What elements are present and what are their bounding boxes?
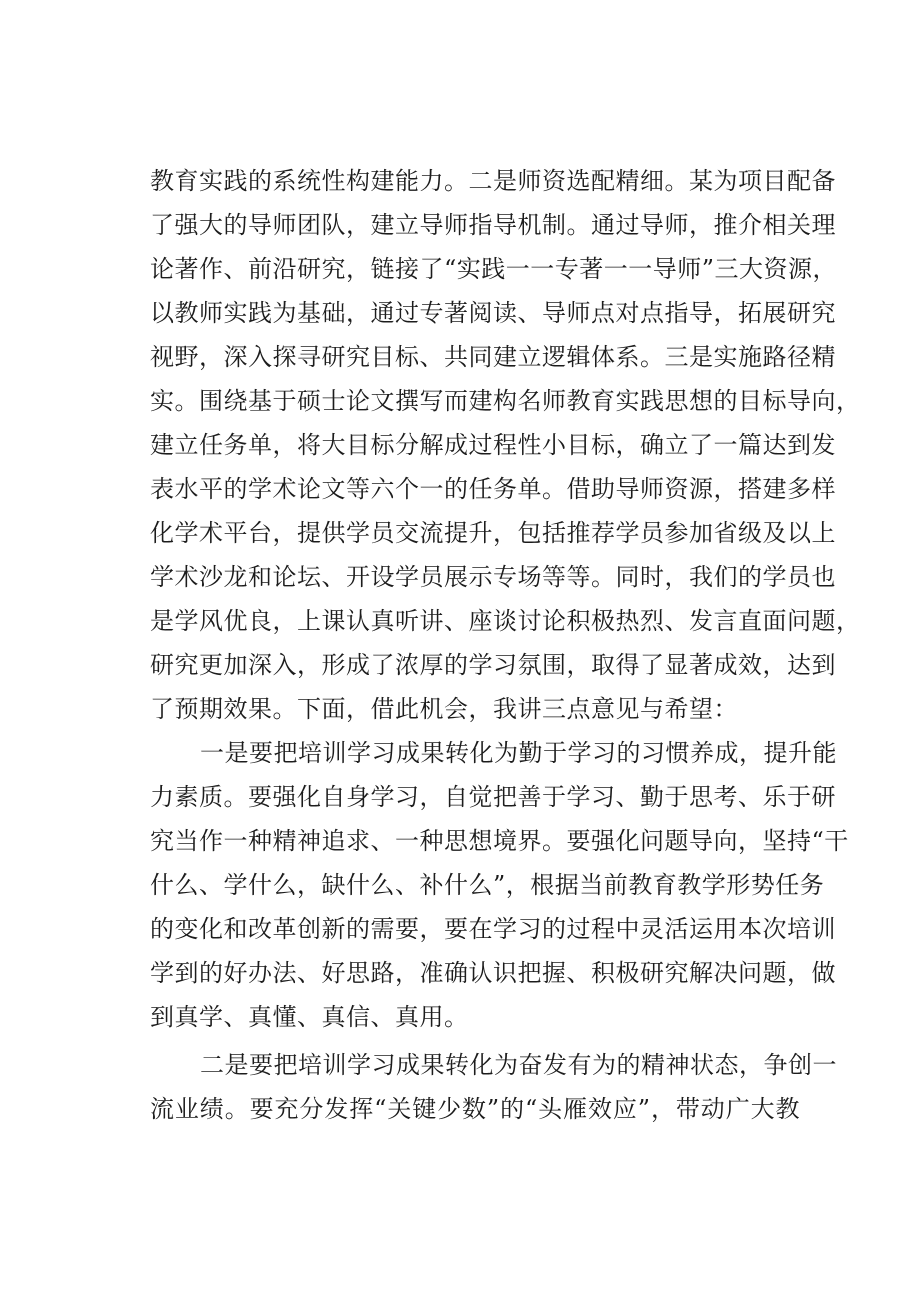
text-line: 学到的好办法、好思路，准确认识把握、积极研究解决问题，做 (150, 959, 836, 987)
text-line: 二是要把培训学习成果转化为奋发有为的精神状态，争创一 (200, 1051, 837, 1079)
text-line: 的变化和改革创新的需要，要在学习的过程中灵活运用本次培训 (150, 915, 836, 943)
text-line: 了强大的导师团队，建立导师指导机制。通过导师，推介相关理 (150, 211, 836, 239)
text-line: 到真学、真懂、真信、真用。 (150, 1003, 469, 1031)
text-line: 究当作一种精神追求、一种思想境界。要强化问题导向，坚持“干 (150, 827, 849, 855)
text-line: 是学风优良，上课认真听讲、座谈讨论积极热烈、发言直面问题， (150, 607, 861, 635)
text-line: 论著作、前沿研究，链接了“实践一一专著一一导师”三大资源， (150, 255, 838, 283)
text-line: 表水平的学术论文等六个一的任务单。借助导师资源，搭建多样 (150, 475, 836, 503)
text-line: 研究更加深入，形成了浓厚的学习氛围，取得了显著成效，达到 (150, 651, 836, 679)
text-line: 建立任务单，将大目标分解成过程性小目标，确立了一篇达到发 (150, 431, 836, 459)
text-line: 力素质。要强化自身学习，自觉把善于学习、勤于思考、乐于研 (150, 783, 836, 811)
text-line: 视野，深入探寻研究目标、共同建立逻辑体系。三是实施路径精 (150, 343, 836, 371)
text-line: 化学术平台，提供学员交流提升，包括推荐学员参加省级及以上 (150, 519, 836, 547)
text-line: 教育实践的系统性构建能力。二是师资选配精细。某为项目配备 (150, 167, 836, 195)
text-line: 了预期效果。下面，借此机会，我讲三点意见与希望： (150, 695, 738, 723)
text-line: 一是要把培训学习成果转化为勤于学习的习惯养成，提升能 (200, 739, 837, 767)
text-line: 流业绩。要充分发挥“关键少数”的“头雁效应”，带动广大教 (150, 1095, 800, 1123)
text-line: 以教师实践为基础，通过专著阅读、导师点对点指导，拓展研究 (150, 299, 836, 327)
text-line: 什么、学什么，缺什么、补什么”，根据当前教育教学形势任务 (150, 871, 825, 899)
text-line: 学术沙龙和论坛、开设学员展示专场等等。同时，我们的学员也 (150, 563, 836, 591)
text-line: 实。围绕基于硕士论文撰写而建构名师教育实践思想的目标导向， (150, 387, 861, 415)
